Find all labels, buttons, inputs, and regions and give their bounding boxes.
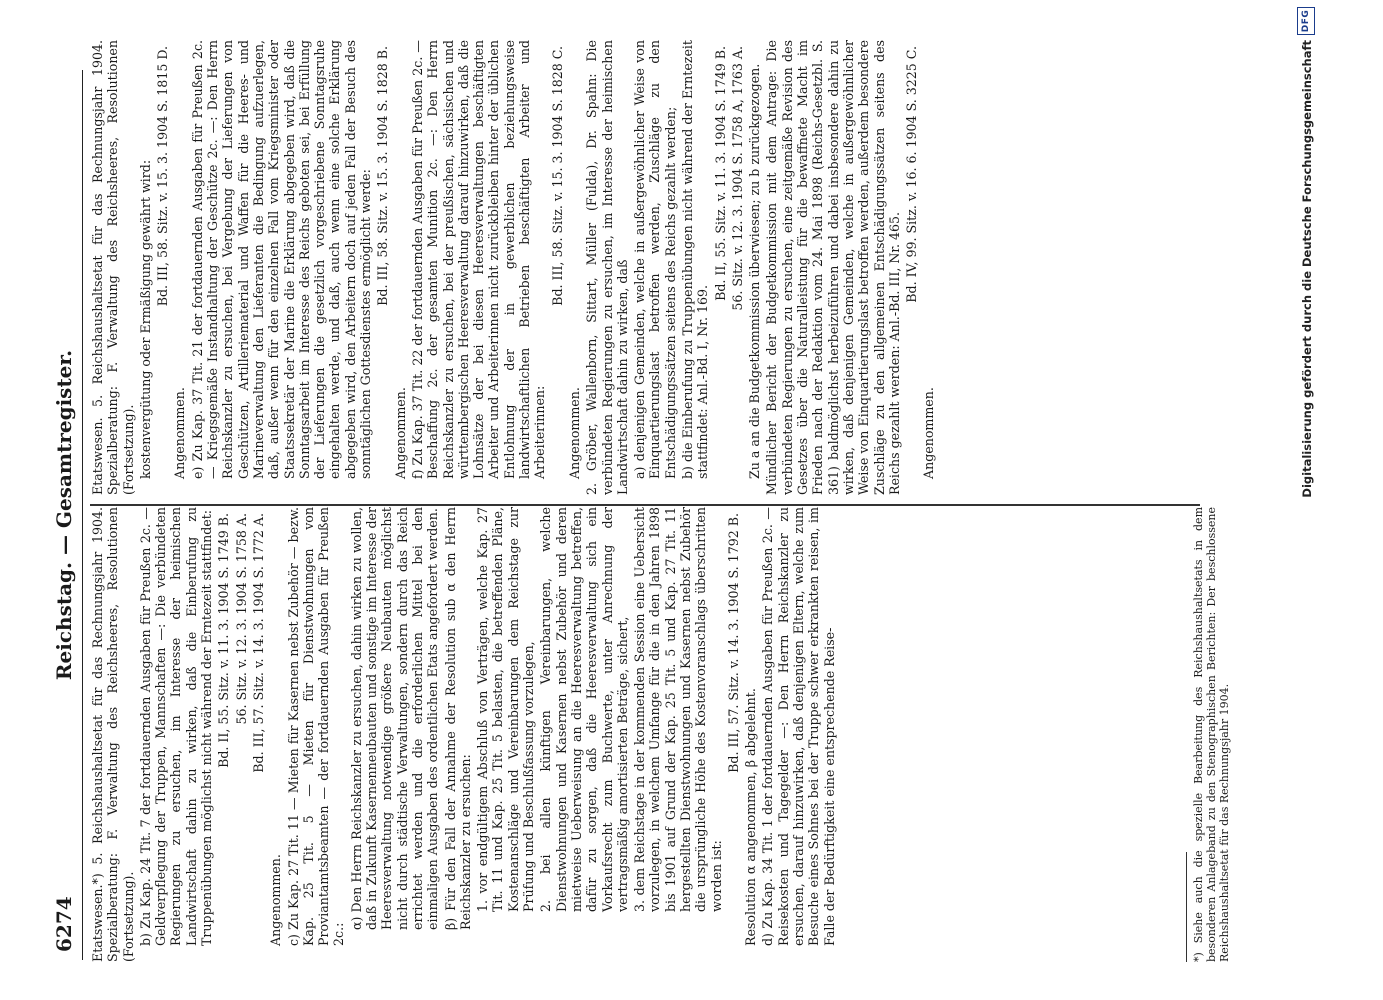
index-entry: a) denjenigen Gemeinden, welche in außergewöhnlicher Weise von Einquartierungslast betroffen werden, Zuschläge zu den Entschädigungssätzen seitens des Reichs gezahlt werden; xyxy=(632,40,678,479)
index-entry: f) Zu Kap. 37 Tit. 22 der fortdauernden Ausgaben für Preußen 2c. — Beschaffung 2c. der gesamten Munition 2c. —: Den Herrn Reichskanzler zu ersuchen, bei der preußischen, sächsischen und württembergischen Heeresverwaltung darauf hinzuwirken, daß die Lohnsätze der bei diesen Heeresverwaltungen beschäftigten Arbeiter und Arbeiterinnen nicht zurückbleiben hinter der üblichen Entlohnung der in gewerblichen beziehungsweise landwirtschaftlichen Betrieben beschäftigten Arbeiter und Arbeiterinnen: xyxy=(409,40,548,479)
index-entry: Angenommen. xyxy=(392,387,408,479)
index-entry: Etatswesen.*) 5. Reichshaushaltsetat für das Rechnungsjahr 1904. Spezialberatung: F. Verwaltung des Reichsheeres, Resolutionen (Fortsetzung). xyxy=(90,507,136,962)
index-entry: kostenvergütung oder Ermäßigung gewährt wird: xyxy=(137,159,153,479)
running-head xyxy=(48,70,83,960)
index-entry: β) Für den Fall der Annahme der Resolution sub α den Herrn Reichskanzler zu ersuchen: xyxy=(442,507,473,930)
footnote-divider xyxy=(1186,852,1187,962)
index-entry: Bd. III, 57. Sitz. v. 14. 3. 1904 S. 1792 B. xyxy=(725,513,741,773)
index-entry: α) Den Herrn Reichskanzler zu ersuchen, dahin wirken zu wollen, daß in Zukunft Kasernenneubauten und sonstige im Interesse der Heeresverwaltung notwendige größere Neubauten möglichst nicht durch städtische Verwaltungen, sondern durch das Reich errichtet werden und die erforderlichen Mittel bei den einmaligen Ausgaben des ordentlichen Etats angefordert werden. xyxy=(348,507,441,930)
index-entry: Mündlicher Bericht der Budgetkommission mit dem Antrage: Die verbündeten Regierungen zu ersuchen, eine zeitgemäße Revision des Gesetzes über die Naturalleistung für die bewaffnete Macht im Frieden nach der Redaktion vom 24. Mai 1898 (Reichs-Gesetzbl. S. 361) baldmöglichst herbeizuführen und dabei insbesondere dahin zu wirken, daß denjenigen Gemeinden, welche in außergewöhnlicher Weise von Einquartierungslast betroffen werden, außerdem besondere Zuschläge zu den allgemeinen Entschädigungssätzen seitens des Reichs gezahlt werden: Anl.-Bd. III, Nr. 465. xyxy=(764,40,902,495)
index-entry: Zu a an die Budgetkommission überwiesen; zu b zurückgezogen. xyxy=(747,63,763,479)
index-entry: 2. Gröber, Wallenborn, Sittart, Müller (Fulda), Dr. Spahn: Die verbündeten Regierungen zu ersuchen, im Interesse der heimischen Landwirtschaft dahin zu wirken, daß xyxy=(584,40,630,495)
index-entry: 56. Sitz. v. 12. 3. 1904 S. 1758 A. xyxy=(233,513,249,725)
digitization-credit: Digitalisierung gefördert durch die Deutsche Forschungsgemeinschaft xyxy=(1300,40,1314,498)
right-column xyxy=(90,40,1230,495)
footnote: *) Siehe auch die spezielle Bearbeitung des Reichshaushaltsetats in dem besonderen Anlageband zu den Stenographischen Berichten: Der beschlossene Reichshaushaltsetat für das Rechnungsjahr 1904. xyxy=(1192,507,1231,962)
index-entry: d) Zu Kap. 34 Tit. 1 der fortdauernden Ausgaben für Preußen 2c. — Reisekosten und Tagegelder —: Den Herrn Reichskanzler zu ersuchen, darauf hinzuwirken, daß denjenigen Eltern, welche zum Besuche eines Sohnes bei der Truppe schwer erkrankten reisen, im Falle der Bedürftigkeit eine entsprechende Reise- xyxy=(760,507,837,946)
index-entry: Resolution α angenommen, β abgelehnt. xyxy=(743,688,759,946)
index-entry: Bd. III, 57. Sitz. v. 14. 3. 1904 S. 1772 A. xyxy=(250,513,266,773)
index-entry: e) Zu Kap. 37 Tit. 21 der fortdauernden Ausgaben für Preußen 2c. — Kriegsgemäße Instandhaltung der Geschütze 2c. —: Den Herrn Reichskanzler zu ersuchen, bei Vergebung der Lieferungen von Geschützen, Artilleriematerial und Waffen für die Heeres- und Marineverwaltung den Lieferanten die Bedingung aufzuerlegen, daß, außer wenn für den einzelnen Fall vom Kriegsminister oder Staatssekretär der Marine die Erklärung abgegeben wird, daß die Sonntagsarbeit im Interesse des Reichs geboten sei, bei Erfüllung der Lieferungen die gesetzlich vorgeschriebene Sonntagsruhe eingehalten werde, und daß, auch wenn eine solche Erklärung abgegeben wird, den Arbeitern doch auf jeden Fall der Besuch des sonntäglichen Gottesdienstes ermöglicht werde: xyxy=(189,40,374,479)
index-entry: Angenommen. xyxy=(268,854,284,946)
index-entry: Bd. II, 55. Sitz. v. 11. 3. 1904 S. 1749 B. xyxy=(216,513,232,768)
index-entry: Bd. IV, 99. Sitz. v. 16. 6. 1904 S. 3225 C. xyxy=(904,46,920,303)
index-entry: Bd. III, 58. Sitz. v. 15. 3. 1904 S. 1828 B. xyxy=(375,46,391,306)
index-entry: c) Zu Kap. 27 Tit. 11 — Mieten für Kasernen nebst Zubehör — bezw. Kap. 25 Tit. 5 — Mieten für Dienstwohnungen von Proviantamtsbeamten — der fortdauernden Ausgaben für Preußen 2c.: xyxy=(285,507,347,946)
index-entry: Bd. III, 58. Sitz. v. 15. 3. 1904 S. 1815 D. xyxy=(155,46,171,307)
index-entry: Bd. II, 55. Sitz. v. 11. 3. 1904 S. 1749 B. xyxy=(712,46,728,301)
index-entry: Angenommen. xyxy=(921,387,937,479)
index-entry: b) Zu Kap. 24 Tit. 7 der fortdauernden Ausgaben für Preußen 2c. — Geldverpflegung der Truppen, Mannschaften —: Die verbündeten Regierungen zu ersuchen, im Interesse der heimischen Landwirtschaft dahin zu wirken, daß die Einberufung zu Truppenübungen möglichst nicht während der Erntezeit stattfindet: xyxy=(137,507,215,946)
index-entry: 2. bei allen künftigen Vereinbarungen, welche Dienstwohnungen und Kasernen nebst Zubehör und deren mietweise Ueberweisung an die Heeresverwaltung betreffen, dafür zu sorgen, daß die Heeresverwaltung sich ein Vorkaufsrecht zum Buchwerte, unter Anrechnung der vertragsmäßig amortisierten Beträge, sichert, xyxy=(538,507,630,912)
index-entry: b) die Einberufung zu Truppenübungen nicht während der Erntezeit stattfindet: Anl.-Bd. I, Nr. 169. xyxy=(679,40,711,479)
index-entry: Bd. III, 58. Sitz. v. 15. 3. 1904 S. 1828 C. xyxy=(549,46,565,306)
left-column xyxy=(90,507,1230,962)
index-entry: Angenommen. xyxy=(566,387,582,479)
column-divider xyxy=(90,505,1200,507)
running-head-title: Reichstag. — Gesamtregister. xyxy=(52,349,76,681)
index-entry: Etatswesen. 5. Reichshaushaltsetat für das Rechnungsjahr 1904. Spezialberatung: F. Verwaltung des Reichsheeres, Resolutionen (Fortsetzung). xyxy=(90,40,136,495)
index-entry: Angenommen. xyxy=(172,387,188,479)
index-entry: 3. dem Reichstage in der kommenden Session eine Uebersicht vorzulegen, in welchem Umfange für die in den Jahren 1898 bis 1901 auf Grund der Kap. 25 Tit. 5 und Kap. 27 Tit. 11 hergestellten Dienstwohnungen und Kasernen nebst Zubehör die ursprüngliche Höhe des Kostenvoranschlags überschritten worden ist: xyxy=(632,507,724,912)
index-entry: 1. vor endgültigem Abschluß von Verträgen, welche Kap. 27 Tit. 11 und Kap. 25 Tit. 5 belasten, die betreffenden Pläne, Kostenanschläge und Vereinbarungen dem Reichstage zur Prüfung und Beschlußfassung vorzulegen, xyxy=(475,507,537,912)
index-entry: 56. Sitz. v. 12. 3. 1904 S. 1758 A, 1763 A. xyxy=(729,46,745,311)
dfg-logo: DFG xyxy=(1297,7,1315,35)
page-number: 6274 xyxy=(52,896,76,952)
